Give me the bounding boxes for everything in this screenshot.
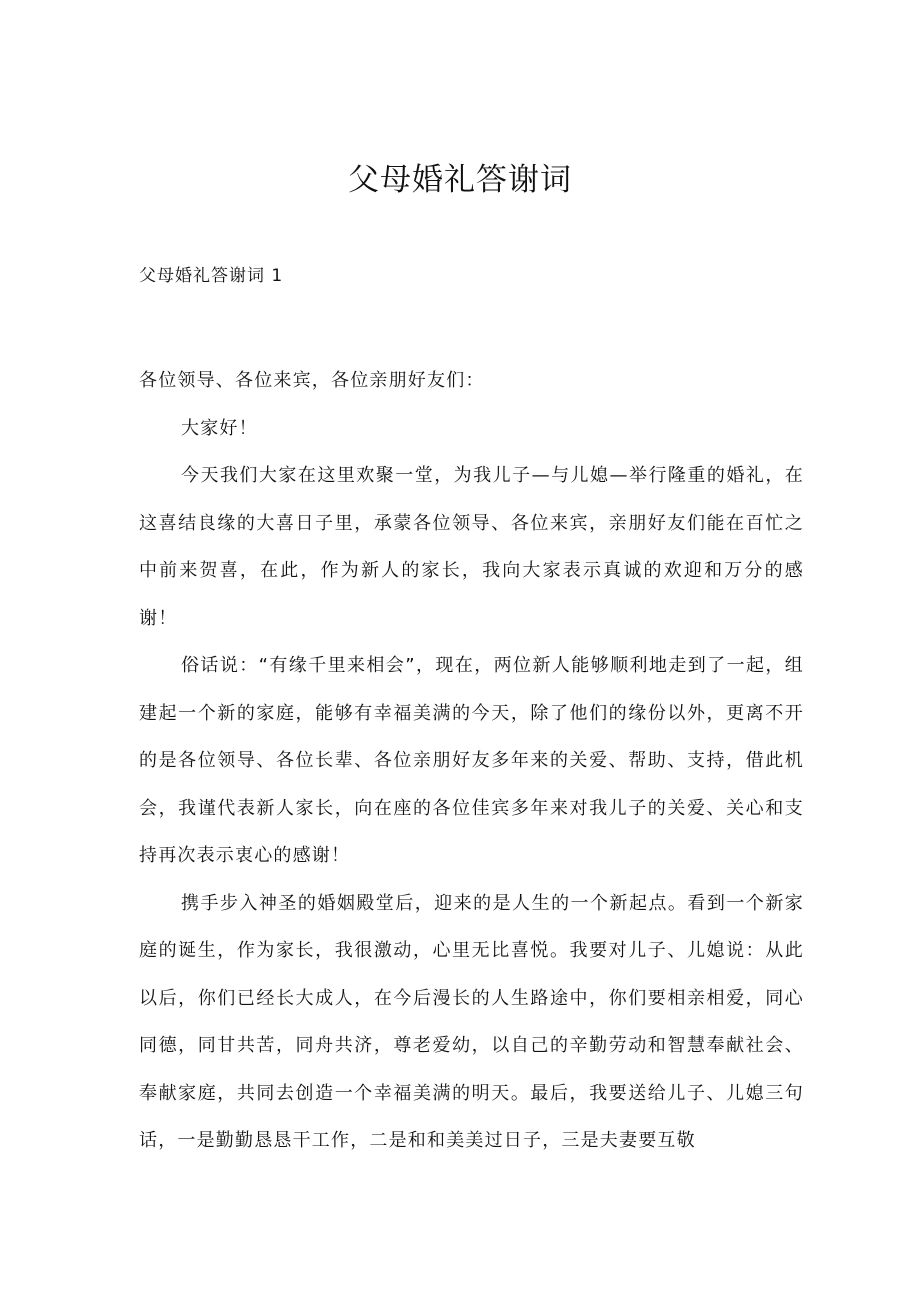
- paragraph-greeting: 大家好！: [181, 417, 258, 439]
- paragraph-salutation: 各位领导、各位来宾，各位亲朋好友们：: [139, 370, 485, 391]
- paragraph-welcome: 今天我们大家在这里欢聚一堂，为我儿子—与儿媳—举行隆重的婚礼，在这喜结良缘的大喜日子里，承蒙各位领导、各位来宾，亲朋好友们能在百忙之中前来贺喜，在此，作为新人的家长，我向大家表示真诚的欢迎和万分的感谢！: [139, 465, 804, 629]
- paragraph-thanks: 俗话说：“有缘千里来相会”，现在，两位新人能够顺利地走到了一起，组建起一个新的家庭，能够有幸福美满的今天，除了他们的缘份以外，更离不开的是各位领导、各位长辈、各位亲朋好友多年来的关爱、帮助、支持，借此机会，我谨代表新人家长，向在座的各位佳宾多年来对我儿子的关爱、关心和支持再次表示衷心的感谢！: [139, 655, 804, 866]
- document-body: [139, 357, 804, 1165]
- document-subtitle: 父母婚礼答谢词 1: [139, 266, 284, 286]
- paragraph-advice: 携手步入神圣的婚姻殿堂后，迎来的是人生的一个新起点。看到一个新家庭的诞生，作为家长，我很激动，心里无比喜悦。我要对儿子、儿媳说：从此以后，你们已经长大成人，在今后漫长的人生路途中，你们要相亲相爱，同心同德，同甘共苦，同舟共济，尊老爱幼，以自己的辛勤劳动和智慧奉献社会、奉献家庭，共同去创造一个幸福美满的明天。最后，我要送给儿子、儿媳三句话，一是勤勤恳恳干工作，二是和和美美过日子，三是夫妻要互敬: [139, 892, 804, 1151]
- document-title: 父母婚礼答谢词: [348, 162, 572, 198]
